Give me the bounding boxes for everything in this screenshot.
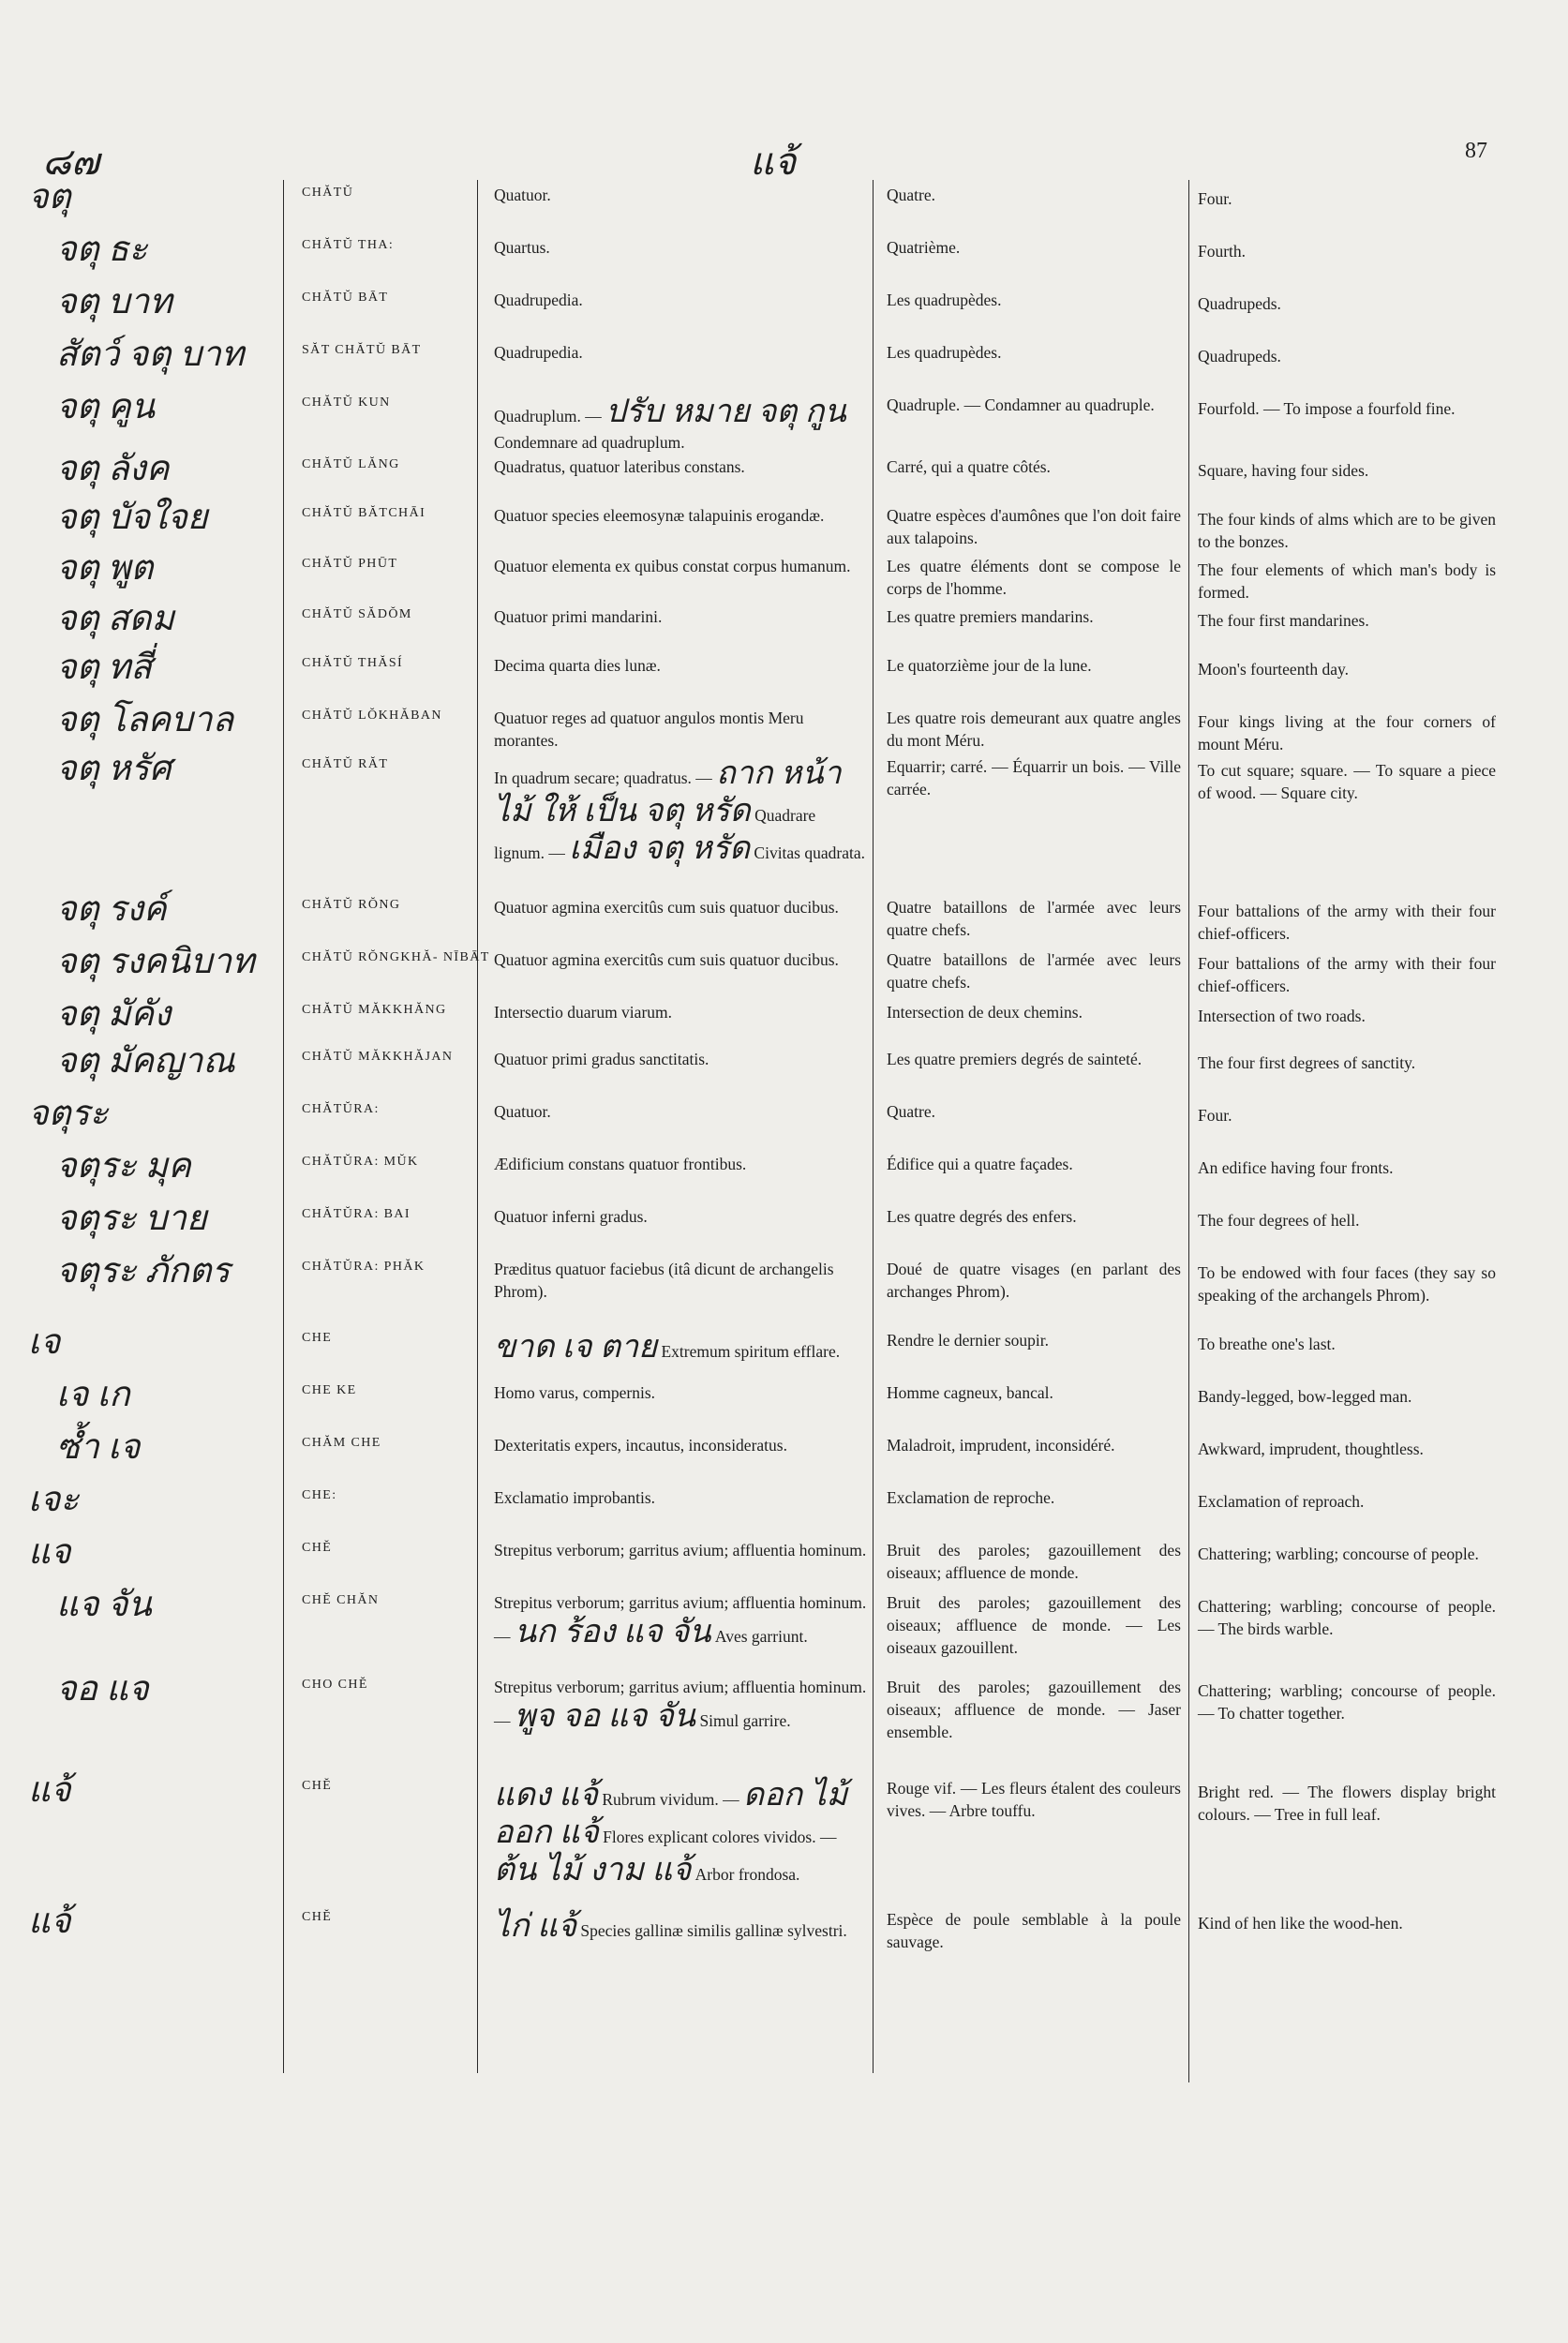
dictionary-entries <box>0 176 1568 1966</box>
english-definition: Chattering; warbling; concourse of people. <box>1198 1545 1479 1563</box>
french-definition: Bruit des paroles; gazouillement des oiseaux; affluence de monde. <box>887 1541 1181 1582</box>
thai-headword: เจะ <box>28 1481 80 1519</box>
english-definition: Quadrupeds. <box>1198 347 1281 366</box>
english-definition: Bandy-legged, bow-legged man. <box>1198 1387 1412 1406</box>
latin-text: Quatuor species eleemosynæ talapuinis erogandæ. <box>494 506 825 525</box>
latin-definition <box>494 1668 867 1736</box>
thai-headword: จตุ คูน <box>56 388 156 426</box>
latin-definition <box>494 993 867 1023</box>
english-definition: Moon's fourteenth day. <box>1198 660 1349 679</box>
dictionary-entry <box>0 334 1568 386</box>
dictionary-entry <box>0 448 1568 497</box>
romanization: CHĂTŬ MĂKKHĂJAN <box>302 1050 454 1064</box>
latin-definition <box>494 1145 867 1175</box>
dictionary-entry <box>0 1531 1568 1584</box>
latin-text: Quatuor reges ad quatuor angulos montis Meru morantes. <box>494 709 804 750</box>
french-definition: Les quatre premiers mandarins. <box>887 607 1094 626</box>
dictionary-entry <box>0 1584 1568 1668</box>
thai-example: แดง แจ้ <box>494 1778 598 1813</box>
english-definition: Fourth. <box>1198 242 1247 261</box>
latin-definition <box>494 1479 867 1509</box>
latin-text: Decima quarta dies lunæ. <box>494 656 661 675</box>
latin-text: Quatuor. <box>494 186 551 204</box>
french-definition: Homme cagneux, bancal. <box>887 1383 1053 1402</box>
dictionary-entry <box>0 1145 1568 1198</box>
romanization: CHĂTŬ SĂDŎM <box>302 607 412 621</box>
french-definition: Les quadrupèdes. <box>887 343 1002 362</box>
dictionary-entry <box>0 1374 1568 1426</box>
latin-text: Quatuor agmina exercitûs cum suis quatuor ducibus. <box>494 898 839 917</box>
french-definition: Exclamation de reproche. <box>887 1488 1055 1507</box>
latin-definition <box>494 497 867 527</box>
french-definition: Espèce de poule semblable à la poule sauvage. <box>887 1910 1181 1951</box>
french-definition: Quatre bataillons de l'armée avec leurs quatre chefs. <box>887 898 1181 939</box>
thai-headword: จตุ มัคัง <box>56 995 172 1034</box>
latin-text: Dexteritatis expers, incautus, inconsideratus. <box>494 1436 787 1455</box>
english-definition: Chattering; warbling; concourse of people. — To chatter together. <box>1198 1681 1496 1723</box>
latin-definition <box>494 888 867 918</box>
romanization: CHĂTŬ LĂNG <box>302 457 400 471</box>
latin-text: Species gallinæ similis gallinæ sylvestri. <box>576 1921 847 1940</box>
french-definition: Quatrième. <box>887 238 961 257</box>
dictionary-entry <box>0 281 1568 334</box>
latin-text: Condemnare ad quadruplum. <box>494 433 685 452</box>
thai-example: เมือง จตุ หรัด <box>569 831 751 866</box>
english-definition: Four kings living at the four corners of mount Méru. <box>1198 712 1496 754</box>
romanization: CHĂTŬ THA: <box>302 238 395 252</box>
dictionary-entry <box>0 1426 1568 1479</box>
latin-text: Quadrupedia. <box>494 343 583 362</box>
thai-headword: จตุ บัจใจย <box>56 499 208 537</box>
english-definition: The four elements of which man's body is formed. <box>1198 560 1496 602</box>
english-definition: Chattering; warbling; concourse of people. — The birds warble. <box>1198 1597 1496 1638</box>
romanization: CHĂTŬ MĂKKHĂNG <box>302 1003 447 1017</box>
thai-example: พูจ จอ แจ จัน <box>514 1699 696 1734</box>
dictionary-entry <box>0 497 1568 551</box>
latin-text: Quatuor. <box>494 1102 551 1121</box>
latin-text: Civitas quadrata. <box>750 843 865 862</box>
dictionary-entry <box>0 647 1568 699</box>
english-definition: The four first degrees of sanctity. <box>1198 1053 1416 1072</box>
latin-text: Extremum spiritum efflare. <box>657 1342 841 1361</box>
latin-text: Quartus. <box>494 238 550 257</box>
french-definition: Quatre espèces d'aumônes que l'on doit faire aux talapoins. <box>887 506 1181 547</box>
latin-definition <box>494 1198 867 1228</box>
french-definition: Bruit des paroles; gazouillement des oiseaux; affluence de monde. — Les oiseaux gazouillent. <box>887 1593 1181 1657</box>
latin-text: Flores explicant colores vividos. — <box>598 1828 837 1846</box>
french-definition: Bruit des paroles; gazouillement des oiseaux; affluence de monde. — Jaser ensemble. <box>887 1678 1181 1741</box>
dictionary-entry <box>0 1040 1568 1093</box>
english-definition: To breathe one's last. <box>1198 1335 1336 1353</box>
thai-headword: จตุระ มุค <box>56 1147 191 1186</box>
thai-headword: จตุ โลคบาล <box>56 701 234 739</box>
latin-text: Strepitus verborum; garritus avium; affluentia hominum. — <box>494 1678 867 1730</box>
english-definition: Four battalions of the army with their four chief-officers. <box>1198 954 1496 995</box>
romanization: CHĂTŬRA: PHĂK <box>302 1260 426 1274</box>
latin-definition <box>494 748 867 868</box>
latin-definition <box>494 547 867 577</box>
latin-text: Præditus quatuor faciebus (itâ dicunt de archangelis Phrom). <box>494 1260 834 1301</box>
english-definition: The four kinds of alms which are to be given to the bonzes. <box>1198 510 1496 551</box>
romanization: CHĂTŬRA: MŬK <box>302 1155 419 1169</box>
french-definition: Les quatre premiers degrés de sainteté. <box>887 1050 1142 1068</box>
latin-definition <box>494 1531 867 1561</box>
latin-text: Quadratus, quatuor lateribus constans. <box>494 457 745 476</box>
latin-definition <box>494 1250 867 1303</box>
latin-definition <box>494 386 867 454</box>
thai-headword: จตุ มัคญาณ <box>56 1042 235 1081</box>
romanization: CHĔ <box>302 1910 333 1924</box>
dictionary-entry <box>0 748 1568 888</box>
latin-text: Ædificium constans quatuor frontibus. <box>494 1155 747 1173</box>
french-definition: Quadruple. — Condamner au quadruple. <box>887 395 1155 414</box>
thai-headword: จตุ รงคนิบาท <box>56 943 255 981</box>
latin-text: Arbor frondosa. <box>691 1865 800 1884</box>
dictionary-entry <box>0 941 1568 993</box>
thai-headword: จตุ สดม <box>56 600 174 638</box>
english-definition: Square, having four sides. <box>1198 461 1369 480</box>
dictionary-entry <box>0 699 1568 754</box>
english-definition: Awkward, imprudent, thoughtless. <box>1198 1440 1424 1458</box>
latin-definition <box>494 334 867 364</box>
romanization: CHĂTŬ <box>302 186 354 200</box>
latin-definition <box>494 176 867 206</box>
thai-headword: จอ แจ <box>56 1670 149 1709</box>
english-definition: The four degrees of hell. <box>1198 1211 1360 1230</box>
thai-example: ต้น ไม้ งาม แจ้ <box>494 1853 692 1888</box>
latin-text: Quadrupedia. <box>494 291 583 309</box>
french-definition: Édifice qui a quatre façades. <box>887 1155 1073 1173</box>
latin-definition <box>494 598 867 628</box>
latin-text: Exclamatio improbantis. <box>494 1488 656 1507</box>
thai-headword: จตุ ทสี่ <box>56 649 152 687</box>
dictionary-entry <box>0 888 1568 941</box>
latin-text: Intersectio duarum viarum. <box>494 1003 673 1022</box>
thai-headword: จตุระ <box>28 1095 109 1133</box>
latin-definition <box>494 1584 867 1651</box>
thai-headword: เจ เก <box>56 1376 130 1414</box>
romanization: CHĂTŬ LŎKHĂBAN <box>302 709 442 723</box>
romanization: CHE KE <box>302 1383 357 1397</box>
thai-headword: แจ <box>28 1533 71 1572</box>
latin-definition <box>494 229 867 259</box>
thai-headword: แจ จัน <box>56 1586 152 1624</box>
romanization: SĂT CHĂTŬ BĀT <box>302 343 422 357</box>
running-head: แจ้ <box>750 141 797 183</box>
thai-headword: จตุ <box>28 178 71 216</box>
french-definition: Les quatre rois demeurant aux quatre angles du mont Méru. <box>887 709 1181 750</box>
romanization: CHO CHĔ <box>302 1678 368 1692</box>
romanization: CHĔ <box>302 1541 333 1555</box>
page-header <box>0 131 1568 183</box>
dictionary-entry <box>0 386 1568 452</box>
latin-definition <box>494 941 867 971</box>
latin-definition <box>494 1426 867 1456</box>
latin-text: Quatuor agmina exercitûs cum suis quatuor ducibus. <box>494 950 839 969</box>
latin-text: Quadruplum. — <box>494 407 606 425</box>
thai-headword: เจ <box>28 1323 61 1362</box>
latin-text: Homo varus, compernis. <box>494 1383 656 1402</box>
thai-headword: จตุ รงค์ <box>56 890 167 929</box>
thai-headword: จตุระ บาย <box>56 1200 207 1238</box>
english-definition: Quadrupeds. <box>1198 294 1281 313</box>
romanization: CHĂTŬ BĂTCHĀI <box>302 506 426 520</box>
latin-text: Quatuor primi mandarini. <box>494 607 663 626</box>
thai-headword: แจ้ <box>28 1903 71 1941</box>
latin-definition <box>494 448 867 478</box>
latin-text: Quatuor inferni gradus. <box>494 1207 648 1226</box>
latin-definition <box>494 647 867 677</box>
english-definition: Bright red. — The flowers display bright colours. — Tree in full leaf. <box>1198 1783 1496 1824</box>
english-definition: An edifice having four fronts. <box>1198 1158 1394 1177</box>
english-definition: To cut square; square. — To square a piece of wood. — Square city. <box>1198 761 1496 802</box>
latin-text: Strepitus verborum; garritus avium; affluentia hominum. — <box>494 1593 867 1646</box>
dictionary-entry <box>0 1668 1568 1769</box>
dictionary-entry <box>0 1321 1568 1374</box>
romanization: CHĂTŬRA: <box>302 1102 380 1116</box>
latin-text: In quadrum secare; quadratus. — <box>494 769 717 787</box>
romanization: CHE <box>302 1331 333 1345</box>
english-definition: Fourfold. — To impose a fourfold fine. <box>1198 399 1456 418</box>
thai-example: ดอก ไม้ ออก แจ้ <box>494 1778 848 1850</box>
latin-text: Quatuor primi gradus sanctitatis. <box>494 1050 709 1068</box>
latin-text: Simul garrire. <box>695 1711 791 1730</box>
english-definition: The four first mandarines. <box>1198 611 1369 630</box>
thai-headword: สัตว์ จตุ บาท <box>56 336 245 374</box>
french-definition: Maladroit, imprudent, inconsidéré. <box>887 1436 1115 1455</box>
latin-definition <box>494 1374 867 1404</box>
thai-page-number: ๘๗ <box>42 141 99 183</box>
thai-headword: จตุ พูต <box>56 549 154 588</box>
thai-example: ขาด เจ ตาย <box>494 1330 658 1365</box>
french-definition: Doué de quatre visages (en parlant des archanges Phrom). <box>887 1260 1181 1301</box>
dictionary-entry <box>0 176 1568 229</box>
romanization: CHĂTŬ RŎNGKHĂ- NĪBĀT <box>302 950 490 964</box>
latin-text: Rubrum vividum. — <box>597 1790 744 1809</box>
latin-definition <box>494 699 867 752</box>
romanization: CHĔ CHĂN <box>302 1593 380 1607</box>
romanization: CHĂTŬ RĂT <box>302 757 389 771</box>
latin-definition <box>494 1901 867 1946</box>
latin-text: Quadrare lignum. — <box>494 806 816 862</box>
dictionary-entry <box>0 1250 1568 1321</box>
french-definition: Equarrir; carré. — Équarrir un bois. — Ville carrée. <box>887 757 1181 798</box>
dictionary-entry <box>0 229 1568 281</box>
romanization: CHĂTŬRA: BAI <box>302 1207 411 1221</box>
romanization: CHĂTŬ THĂSÍ <box>302 656 404 670</box>
thai-example: ไก่ แจ้ <box>494 1909 577 1944</box>
romanization: CHE: <box>302 1488 337 1502</box>
thai-headword: จตุ ธะ <box>56 231 148 269</box>
thai-headword: ซ้ำ เจ <box>56 1428 141 1467</box>
thai-headword: แจ้ <box>28 1771 71 1810</box>
english-definition: Exclamation of reproach. <box>1198 1492 1365 1511</box>
french-definition: Carré, qui a quatre côtés. <box>887 457 1051 476</box>
latin-definition <box>494 281 867 311</box>
french-definition: Le quatorzième jour de la lune. <box>887 656 1092 675</box>
dictionary-entry <box>0 1198 1568 1250</box>
latin-definition <box>494 1040 867 1070</box>
thai-example: ปรับ หมาย จตุ กูน <box>605 395 846 429</box>
dictionary-entry <box>0 1479 1568 1531</box>
romanization: CHĂTŬ BĀT <box>302 291 389 305</box>
thai-headword: จตุ ลังค <box>56 450 170 488</box>
thai-example: นก ร้อง แจ จัน <box>514 1615 711 1649</box>
dictionary-entry <box>0 1769 1568 1901</box>
latin-text: Quatuor elementa ex quibus constat corpus humanum. <box>494 557 851 575</box>
english-definition: To be endowed with four faces (they say so speaking of the archangels Phrom). <box>1198 1263 1496 1305</box>
french-definition: Les quadrupèdes. <box>887 291 1002 309</box>
dictionary-entry <box>0 1901 1568 1966</box>
french-definition: Intersection de deux chemins. <box>887 1003 1083 1022</box>
latin-definition <box>494 1321 867 1366</box>
latin-definition <box>494 1093 867 1123</box>
english-definition: Intersection of two roads. <box>1198 1007 1366 1025</box>
dictionary-entry <box>0 598 1568 647</box>
romanization: CHĔ <box>302 1779 333 1793</box>
french-definition: Les quatre éléments dont se compose le corps de l'homme. <box>887 557 1181 598</box>
french-definition: Quatre bataillons de l'armée avec leurs quatre chefs. <box>887 950 1181 992</box>
latin-text: Aves garriunt. <box>710 1627 808 1646</box>
thai-headword: จตุระ ภักตร <box>56 1252 231 1291</box>
dictionary-entry <box>0 547 1568 602</box>
french-definition: Quatre. <box>887 186 935 204</box>
english-definition: Four. <box>1198 189 1232 208</box>
romanization: CHĂM CHE <box>302 1436 381 1450</box>
thai-headword: จตุ หรัศ <box>56 750 172 788</box>
english-definition: Kind of hen like the wood-hen. <box>1198 1914 1403 1933</box>
french-definition: Les quatre degrés des enfers. <box>887 1207 1077 1226</box>
french-definition: Rendre le dernier soupir. <box>887 1331 1050 1350</box>
page-number: 87 <box>1465 139 1487 163</box>
french-definition: Rouge vif. — Les fleurs étalent des couleurs vives. — Arbre touffu. <box>887 1779 1181 1820</box>
french-definition: Quatre. <box>887 1102 935 1121</box>
english-definition: Four battalions of the army with their four chief-officers. <box>1198 902 1496 943</box>
romanization: CHĂTŬ KUN <box>302 395 391 410</box>
romanization: CHĂTŬ RŎNG <box>302 898 401 912</box>
latin-definition <box>494 1769 867 1889</box>
english-definition: Four. <box>1198 1106 1232 1125</box>
thai-headword: จตุ บาท <box>56 283 172 321</box>
dictionary-entry <box>0 993 1568 1040</box>
thai-example: ถาก หน้า ไม้ ให้ เป็น จตุ หรัด <box>494 756 842 828</box>
latin-text: Strepitus verborum; garritus avium; affluentia hominum. <box>494 1541 867 1560</box>
dictionary-entry <box>0 1093 1568 1145</box>
romanization: CHĂTŬ PHŪT <box>302 557 398 571</box>
